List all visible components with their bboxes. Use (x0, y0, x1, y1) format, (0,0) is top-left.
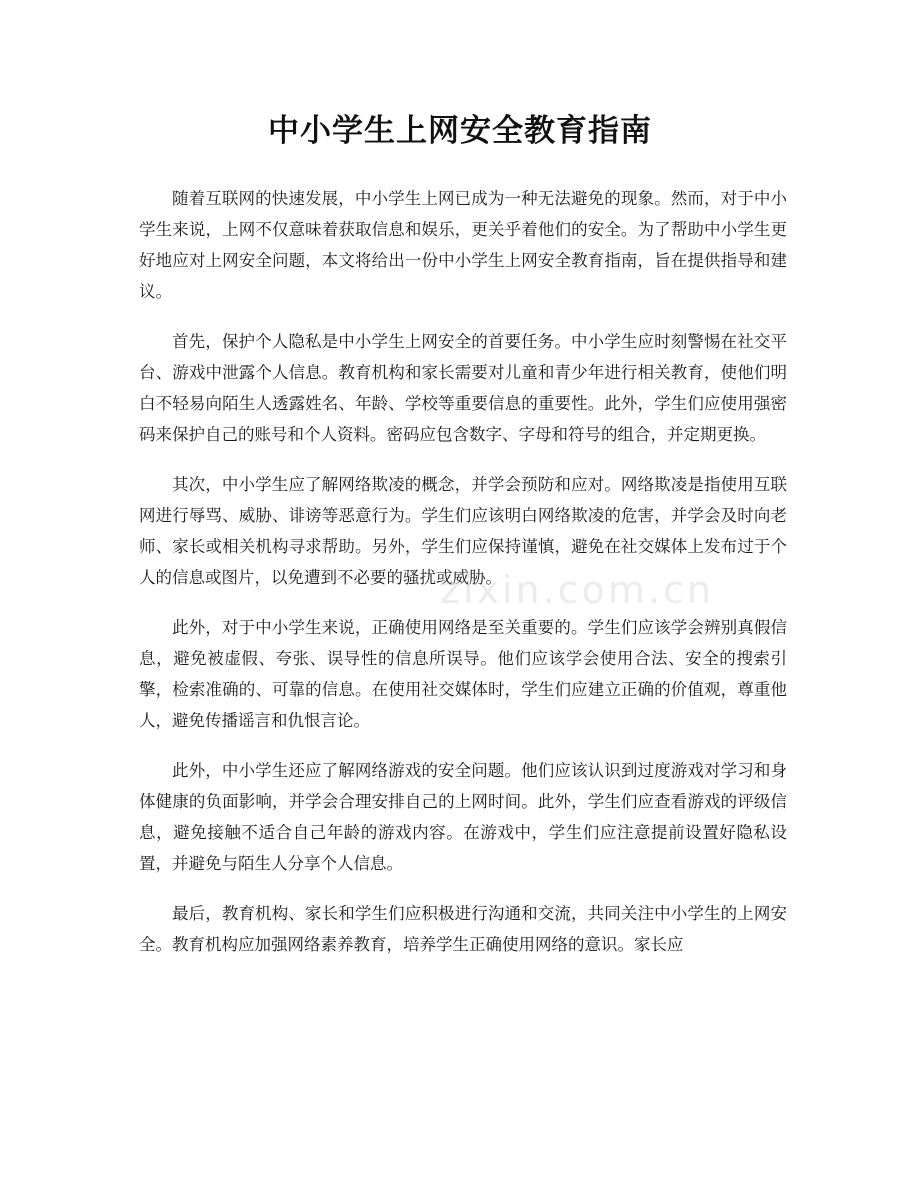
document-body (139, 183, 787, 979)
paragraph-correct-use: 此外，对于中小学生来说，正确使用网络是至关重要的。学生们应该学会辨别真假信息，避免被虚假、夸张、误导性的信息所误导。他们应该学会使用合法、安全的搜索引擎，检索准确的、可靠的信息。在使用社交媒体时，学生们应建立正确的价值观，尊重他人，避免传播谣言和仇恨言论。 (139, 618, 787, 730)
paragraph-online-games: 此外，中小学生还应了解网络游戏的安全问题。他们应该认识到过度游戏对学习和身体健康的负面影响，并学会合理安排自己的上网时间。此外，学生们应查看游戏的评级信息，避免接触不适合自己年龄的游戏内容。在游戏中，学生们应注意提前设置好隐私设置，并避免与陌生人分享个人信息。 (139, 761, 787, 873)
document-title: 中小学生上网安全教育指南 (268, 113, 652, 149)
paragraph-intro: 随着互联网的快速发展，中小学生上网已成为一种无法避免的现象。然而，对于中小学生来说，上网不仅意味着获取信息和娱乐，更关乎着他们的安全。为了帮助中小学生更好地应对上网安全问题，本文将给出一份中小学生上网安全教育指南，旨在提供指导和建议。 (139, 189, 787, 301)
watermark: zixin.com.cn (440, 568, 714, 612)
paragraph-communication: 最后，教育机构、家长和学生们应积极进行沟通和交流，共同关注中小学生的上网安全。教育机构应加强网络素养教育，培养学生正确使用网络的意识。家长应 (139, 904, 787, 954)
paragraph-privacy: 首先，保护个人隐私是中小学生上网安全的首要任务。中小学生应时刻警惕在社交平台、游戏中泄露个人信息。教育机构和家长需要对儿童和青少年进行相关教育，使他们明白不轻易向陌生人透露姓名、年龄、学校等重要信息的重要性。此外，学生们应使用强密码来保护自己的账号和个人资料。密码应包含数字、字母和符号的组合，并定期更换。 (139, 332, 787, 444)
paragraph-cyberbullying: 其次，中小学生应了解网络欺凌的概念，并学会预防和应对。网络欺凌是指使用互联网进行辱骂、威胁、诽谤等恶意行为。学生们应该明白网络欺凌的危害，并学会及时向老师、家长或相关机构寻求帮助。另外，学生们应保持谨慎，避免在社交媒体上发布过于个人的信息或图片，以免遭到不必要的骚扰或威胁。 (139, 475, 787, 587)
